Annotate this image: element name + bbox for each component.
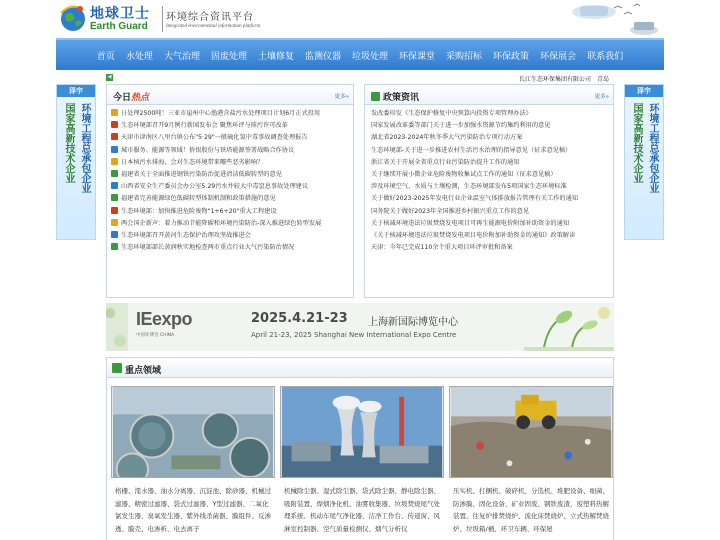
focus-card-water[interactable]	[111, 386, 275, 535]
nav-item-water[interactable]: 水处理	[125, 51, 153, 62]
banner-left-decoration	[106, 303, 128, 351]
news-bullet-icon	[111, 109, 118, 116]
policy-news-item[interactable]: 关于做好2023-2025年发电行业企业温室气体排放报告管理有关工作的通知	[371, 195, 578, 203]
policy-news-item[interactable]: 天津：今年已完成110余个重大项目环评审批和备案	[371, 244, 513, 252]
expo-banner[interactable]	[106, 303, 614, 351]
panel-title-prefix: 今日	[113, 93, 132, 103]
news-item-text: 生态环境部：加快推进危险废物"1+6+20"重大工程建设	[121, 207, 277, 215]
news-bullet-icon	[111, 207, 118, 214]
policy-news-item[interactable]: 关于继续开展小微企业危险废物收集试点工作的通知（征求意见稿）	[371, 170, 557, 178]
side-ad-line-2: 环境工程总承包企业	[647, 103, 658, 193]
water-treatment-plant-image[interactable]	[111, 386, 275, 478]
policy-news-item[interactable]: 国务院关于做好2023年全国推进乡村振兴重点工作的意见	[371, 207, 530, 215]
today-news-list	[107, 105, 353, 254]
news-item-text: 福建省完善能源绿色低碳转型体制机制和政策措施的意见	[121, 195, 276, 203]
today-news-item[interactable]	[111, 206, 349, 218]
logo-english-name[interactable]: Earth Guard	[90, 21, 148, 32]
policy-news-item[interactable]: 生态环境部-关于进一步推进农村生活污水治理的指导意见（征求意见稿）	[371, 146, 572, 154]
nav-item-contact[interactable]: 联系我们	[587, 51, 624, 62]
nav-item-air[interactable]: 大气治理	[163, 51, 200, 62]
nav-item-expo[interactable]: 环保展会	[540, 51, 577, 62]
news-item-text: 山西省安全生产委员会办公室5.29污水井较大中毒窒息事故处理建议	[121, 183, 309, 191]
air-treatment-plant-image[interactable]	[280, 386, 444, 478]
policy-news-item[interactable]: 关于核减环境违法垃圾焚烧发电项目可再生能源电价附加补助资金的通知	[371, 219, 569, 227]
today-news-item[interactable]	[111, 193, 349, 205]
news-bullet-icon	[111, 243, 118, 250]
panel-title-accent: 热点	[131, 93, 150, 103]
section-title: 重点领域	[125, 366, 162, 376]
nav-item-home[interactable]: 首页	[96, 51, 115, 62]
policy-news-item[interactable]: 发改委印发《生态保护修复中央预算内投资专项管理办法》	[371, 110, 532, 117]
today-hot-news-panel	[106, 84, 354, 298]
today-news-item[interactable]	[111, 108, 349, 120]
news-bullet-icon	[111, 146, 118, 153]
news-bullet-icon	[111, 231, 118, 238]
nav-item-solid-waste[interactable]: 固废处理	[210, 51, 247, 62]
news-bullet-icon	[111, 133, 118, 140]
news-item-text: 生态环境部召开黄河生态保护治理攻坚战推进会	[121, 231, 251, 239]
focus-card-air[interactable]	[280, 386, 444, 535]
nav-item-classroom[interactable]: 环保课堂	[399, 51, 436, 62]
today-news-item[interactable]	[111, 120, 349, 132]
news-bullet-icon	[111, 219, 118, 226]
policy-news-item[interactable]: 国家发展改革委等部门关于进一步加强水资源节约集约利用的意见	[371, 122, 551, 130]
expo-date: 2025.4.21-23	[251, 311, 348, 326]
news-item-text: 福建省关于全面推进钢铁污染防治促进清洁低碳转型的意见	[121, 170, 282, 178]
focus-areas-section	[106, 357, 614, 540]
news-bullet-icon	[111, 121, 118, 128]
focus-card-description: 格栅、滗水器、油水分离器、沉淀池、除砂器、机械过滤器、精密过滤器、袋式过滤器、Y型过滤器、二氧化氯发生器、臭氧发生器、紫外线杀菌器、膜组件、反渗透、膜壳、电渗析、电去离子	[115, 487, 271, 533]
ticker-text[interactable]: 长江生态环保集团有限公司 青岛	[519, 76, 610, 83]
panel-title	[113, 90, 149, 103]
nav-item-policy[interactable]: 环保政策	[493, 51, 530, 62]
policy-news-panel	[364, 84, 614, 298]
today-news-item[interactable]	[111, 181, 349, 193]
policy-news-item[interactable]: 《关于核减环境违法垃圾焚烧发电项目电价附加补助资金的通知》政策解读	[371, 231, 576, 239]
focus-card-description: 压实机、打捆机、破碎机、分选机、堆肥设备、细菌、防渗膜、固化设备、矿业固废、钢铁废渣、废塑料热解装置、往复炉排焚烧炉、流化床焚烧炉、立式热解焚烧炉、垃圾箱/桶、环卫车辆、环保屋	[453, 487, 609, 533]
news-bullet-icon	[111, 182, 118, 189]
logo-chinese-name[interactable]: 地球卫士	[90, 6, 150, 22]
logo-divider	[162, 6, 163, 32]
news-ticker	[106, 72, 614, 83]
panel-header	[365, 85, 613, 105]
more-link[interactable]: 更多»	[334, 94, 349, 100]
expo-brand-subtitle: 中国环博会 CHINA	[136, 333, 175, 338]
nav-item-procurement[interactable]: 采购招标	[446, 51, 483, 62]
today-news-item[interactable]	[111, 145, 349, 157]
news-bullet-icon	[111, 158, 118, 165]
panel-title	[371, 90, 419, 103]
news-item-text: 日处理2500吨！三亚市崖州中心渔港含盐污水处理项目计划6月正式投用	[121, 110, 321, 117]
news-item-text: 两会国企新声：着力推动节能降碳和环境污染防治-深入推进绿色转型发展	[121, 219, 322, 227]
site-header	[56, 0, 664, 38]
left-side-advertisement[interactable]	[56, 84, 96, 240]
banner-plant-illustration-icon	[524, 303, 614, 351]
ticker-play-icon[interactable]: ◀	[107, 74, 112, 80]
policy-news-item[interactable]: 浙江省关于开展全省重点行业污染防治提升工作的通知	[371, 158, 520, 166]
nav-item-soil[interactable]: 土壤修复	[257, 51, 294, 62]
right-side-advertisement[interactable]	[624, 84, 664, 240]
globe-logo-icon[interactable]	[58, 4, 88, 32]
slogan-chinese: 环境综合资讯平台	[166, 12, 254, 23]
side-ad-brand: 泽宇	[625, 85, 663, 97]
focus-card-description: 机械除尘器、湿式除尘器、袋式除尘器、静电除尘器、吸附装置、焊烟净化机、油雾收集器、垃圾焚烧尾气处理系统、机动车尾气净化器、洁净工作台、传递窗、风淋室控制器、空气质量检测仪、烟气分析仪	[284, 487, 440, 533]
news-item-text: 城市服务、能源等领域！侨银股份与铁塔能源签署战略合作协议	[121, 146, 295, 154]
side-ad-line-1: 国家高新技术企业	[631, 103, 642, 183]
side-ad-line-1: 国家高新技术企业	[63, 103, 74, 183]
focus-cards	[111, 386, 609, 535]
expo-venue: 上海新国际博览中心	[368, 317, 458, 328]
more-link[interactable]: 更多»	[594, 94, 609, 100]
news-bullet-icon	[111, 170, 118, 177]
panel-header	[107, 85, 353, 105]
landfill-site-image[interactable]	[449, 386, 613, 478]
policy-news-list	[365, 105, 613, 254]
expo-brand-logo: IEexpo	[136, 309, 193, 329]
side-ad-line-2: 环境工程总承包企业	[79, 103, 90, 193]
today-news-item[interactable]	[111, 242, 349, 254]
header-decoration-illustration	[484, 0, 664, 38]
today-news-item[interactable]	[111, 169, 349, 181]
policy-title-text: 政策资讯	[383, 93, 420, 103]
news-item-text: 生态环境部部长黄润秋实地检查两市重点行业大气污染防治情况	[121, 244, 295, 252]
main-navigation	[56, 38, 664, 70]
today-news-item[interactable]	[111, 230, 349, 242]
policy-icon	[371, 92, 380, 101]
today-news-item[interactable]	[111, 132, 349, 144]
policy-news-item[interactable]: 湖北省2023-2024年秋冬季大气污染防治专项行动方案	[371, 134, 523, 142]
today-news-item[interactable]	[111, 218, 349, 230]
section-icon	[112, 363, 122, 373]
news-bullet-icon	[111, 194, 118, 201]
nav-item-garbage[interactable]: 垃圾处理	[352, 51, 389, 62]
slogan-english: Integrated environmental information platform	[166, 24, 261, 29]
news-item-text: 天津市津南区八里台镇公布"5·29"一般硫化氢中毒事故调查处理报告	[121, 134, 308, 142]
expo-venue-english: April 21-23, 2025 Shanghai New International Expo Centre	[251, 331, 457, 339]
news-item-text: 日本核污水排海，会对生态环境带来哪些恶劣影响？	[121, 158, 264, 166]
today-news-item[interactable]	[111, 157, 349, 169]
focus-card-solid-waste[interactable]	[449, 386, 613, 535]
side-ad-brand: 泽宇	[57, 85, 95, 97]
nav-item-instruments[interactable]: 监测仪器	[304, 51, 341, 62]
news-item-text: 生态环境部召开9月例行新闻发布会 聚焦环评与排污许可改革	[121, 122, 288, 130]
section-header	[107, 358, 613, 378]
policy-news-item[interactable]: 涉及环境空气、水质与土壤检测，生态环境部发布5项国家生态环境标准	[371, 183, 567, 191]
